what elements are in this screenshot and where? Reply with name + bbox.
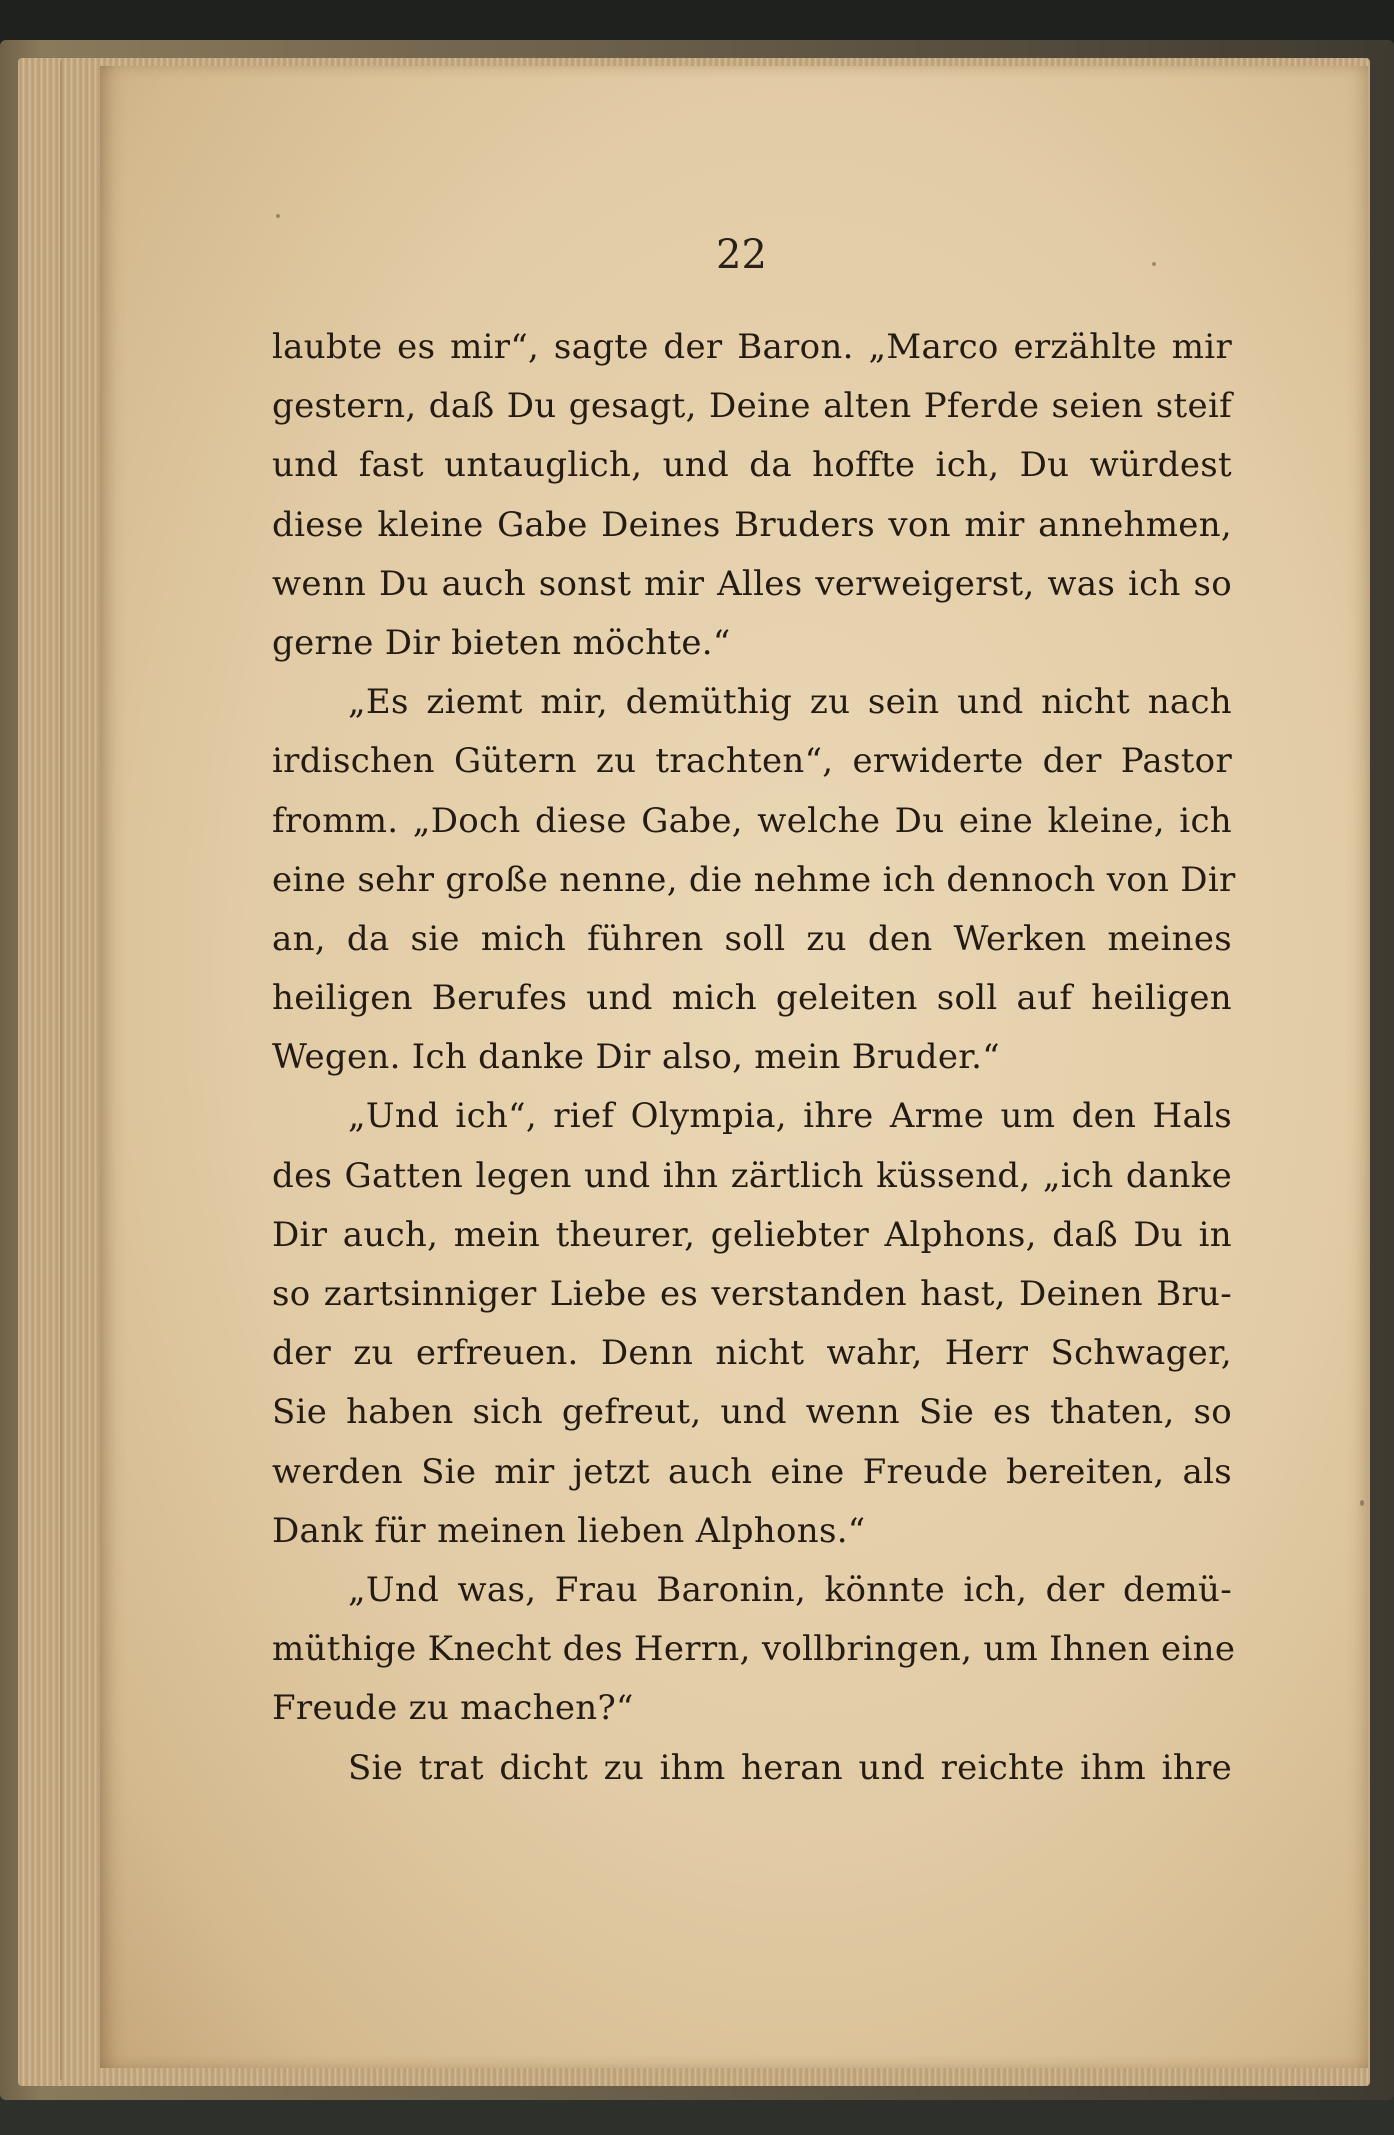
text-line: Dank für meinen lieben Alphons.“ <box>272 1510 866 1551</box>
text-line: gerne Dir bieten möchte.“ <box>272 622 731 663</box>
binding-edge <box>60 60 62 2080</box>
text-line: der zu erfreuen. Denn nicht wahr, Herr Schwager, <box>272 1333 1232 1374</box>
paper-speck <box>1152 262 1156 266</box>
text-line: des Gatten legen und ihn zärtlich küssend, „ich danke <box>272 1155 1232 1196</box>
text-line: Sie trat dicht zu ihm heran und reichte ihm ihre <box>348 1747 1232 1788</box>
text-line: fromm. „Doch diese Gabe, welche Du eine kleine, ich <box>272 800 1232 841</box>
text-line: heiligen Berufes und mich geleiten soll auf heiligen <box>272 978 1232 1019</box>
text-line: werden Sie mir jetzt auch eine Freude bereiten, als <box>272 1451 1232 1492</box>
text-line: und fast untauglich, und da hoffte ich, Du würdest <box>272 445 1232 486</box>
text-line: so zartsinniger Liebe es verstanden hast, Deinen Bru- <box>272 1274 1232 1314</box>
text-line: Freude zu machen?“ <box>272 1688 634 1729</box>
paper-speck <box>276 214 280 218</box>
text-line: Wegen. Ich danke Dir also, mein Bruder.“ <box>272 1037 1000 1078</box>
text-line: eine sehr große nenne, die nehme ich dennoch von Dir <box>272 859 1236 900</box>
text-line: „Und was, Frau Baronin, könnte ich, der demü- <box>348 1569 1232 1610</box>
text-line: irdischen Gütern zu trachten“, erwiderte der Pastor <box>272 741 1232 782</box>
paper-speck <box>1360 1500 1364 1506</box>
text-line: diese kleine Gabe Deines Bruders von mir annehmen, <box>272 504 1232 545</box>
text-line: müthige Knecht des Herrn, vollbringen, um Ihnen eine <box>272 1629 1236 1670</box>
body-text <box>272 318 1236 1798</box>
text-line: laubte es mir“, sagte der Baron. „Marco erzählte mir <box>272 327 1232 367</box>
text-line: „Es ziemt mir, demüthig zu sein und nicht nach <box>348 682 1232 723</box>
text-line: Sie haben sich gefreut, und wenn Sie es thaten, so <box>272 1392 1232 1433</box>
page-number: 22 <box>716 232 767 278</box>
text-line: an, da sie mich führen soll zu den Werken meines <box>272 918 1232 959</box>
text-line: gestern, daß Du gesagt, Deine alten Pferde seien steif <box>272 386 1232 427</box>
text-line: „Und ich“, rief Olympia, ihre Arme um den Hals <box>348 1096 1232 1137</box>
text-line: Dir auch, mein theurer, geliebter Alphons, daß Du in <box>272 1214 1232 1255</box>
text-line: wenn Du auch sonst mir Alles verweigerst, was ich so <box>272 563 1232 604</box>
